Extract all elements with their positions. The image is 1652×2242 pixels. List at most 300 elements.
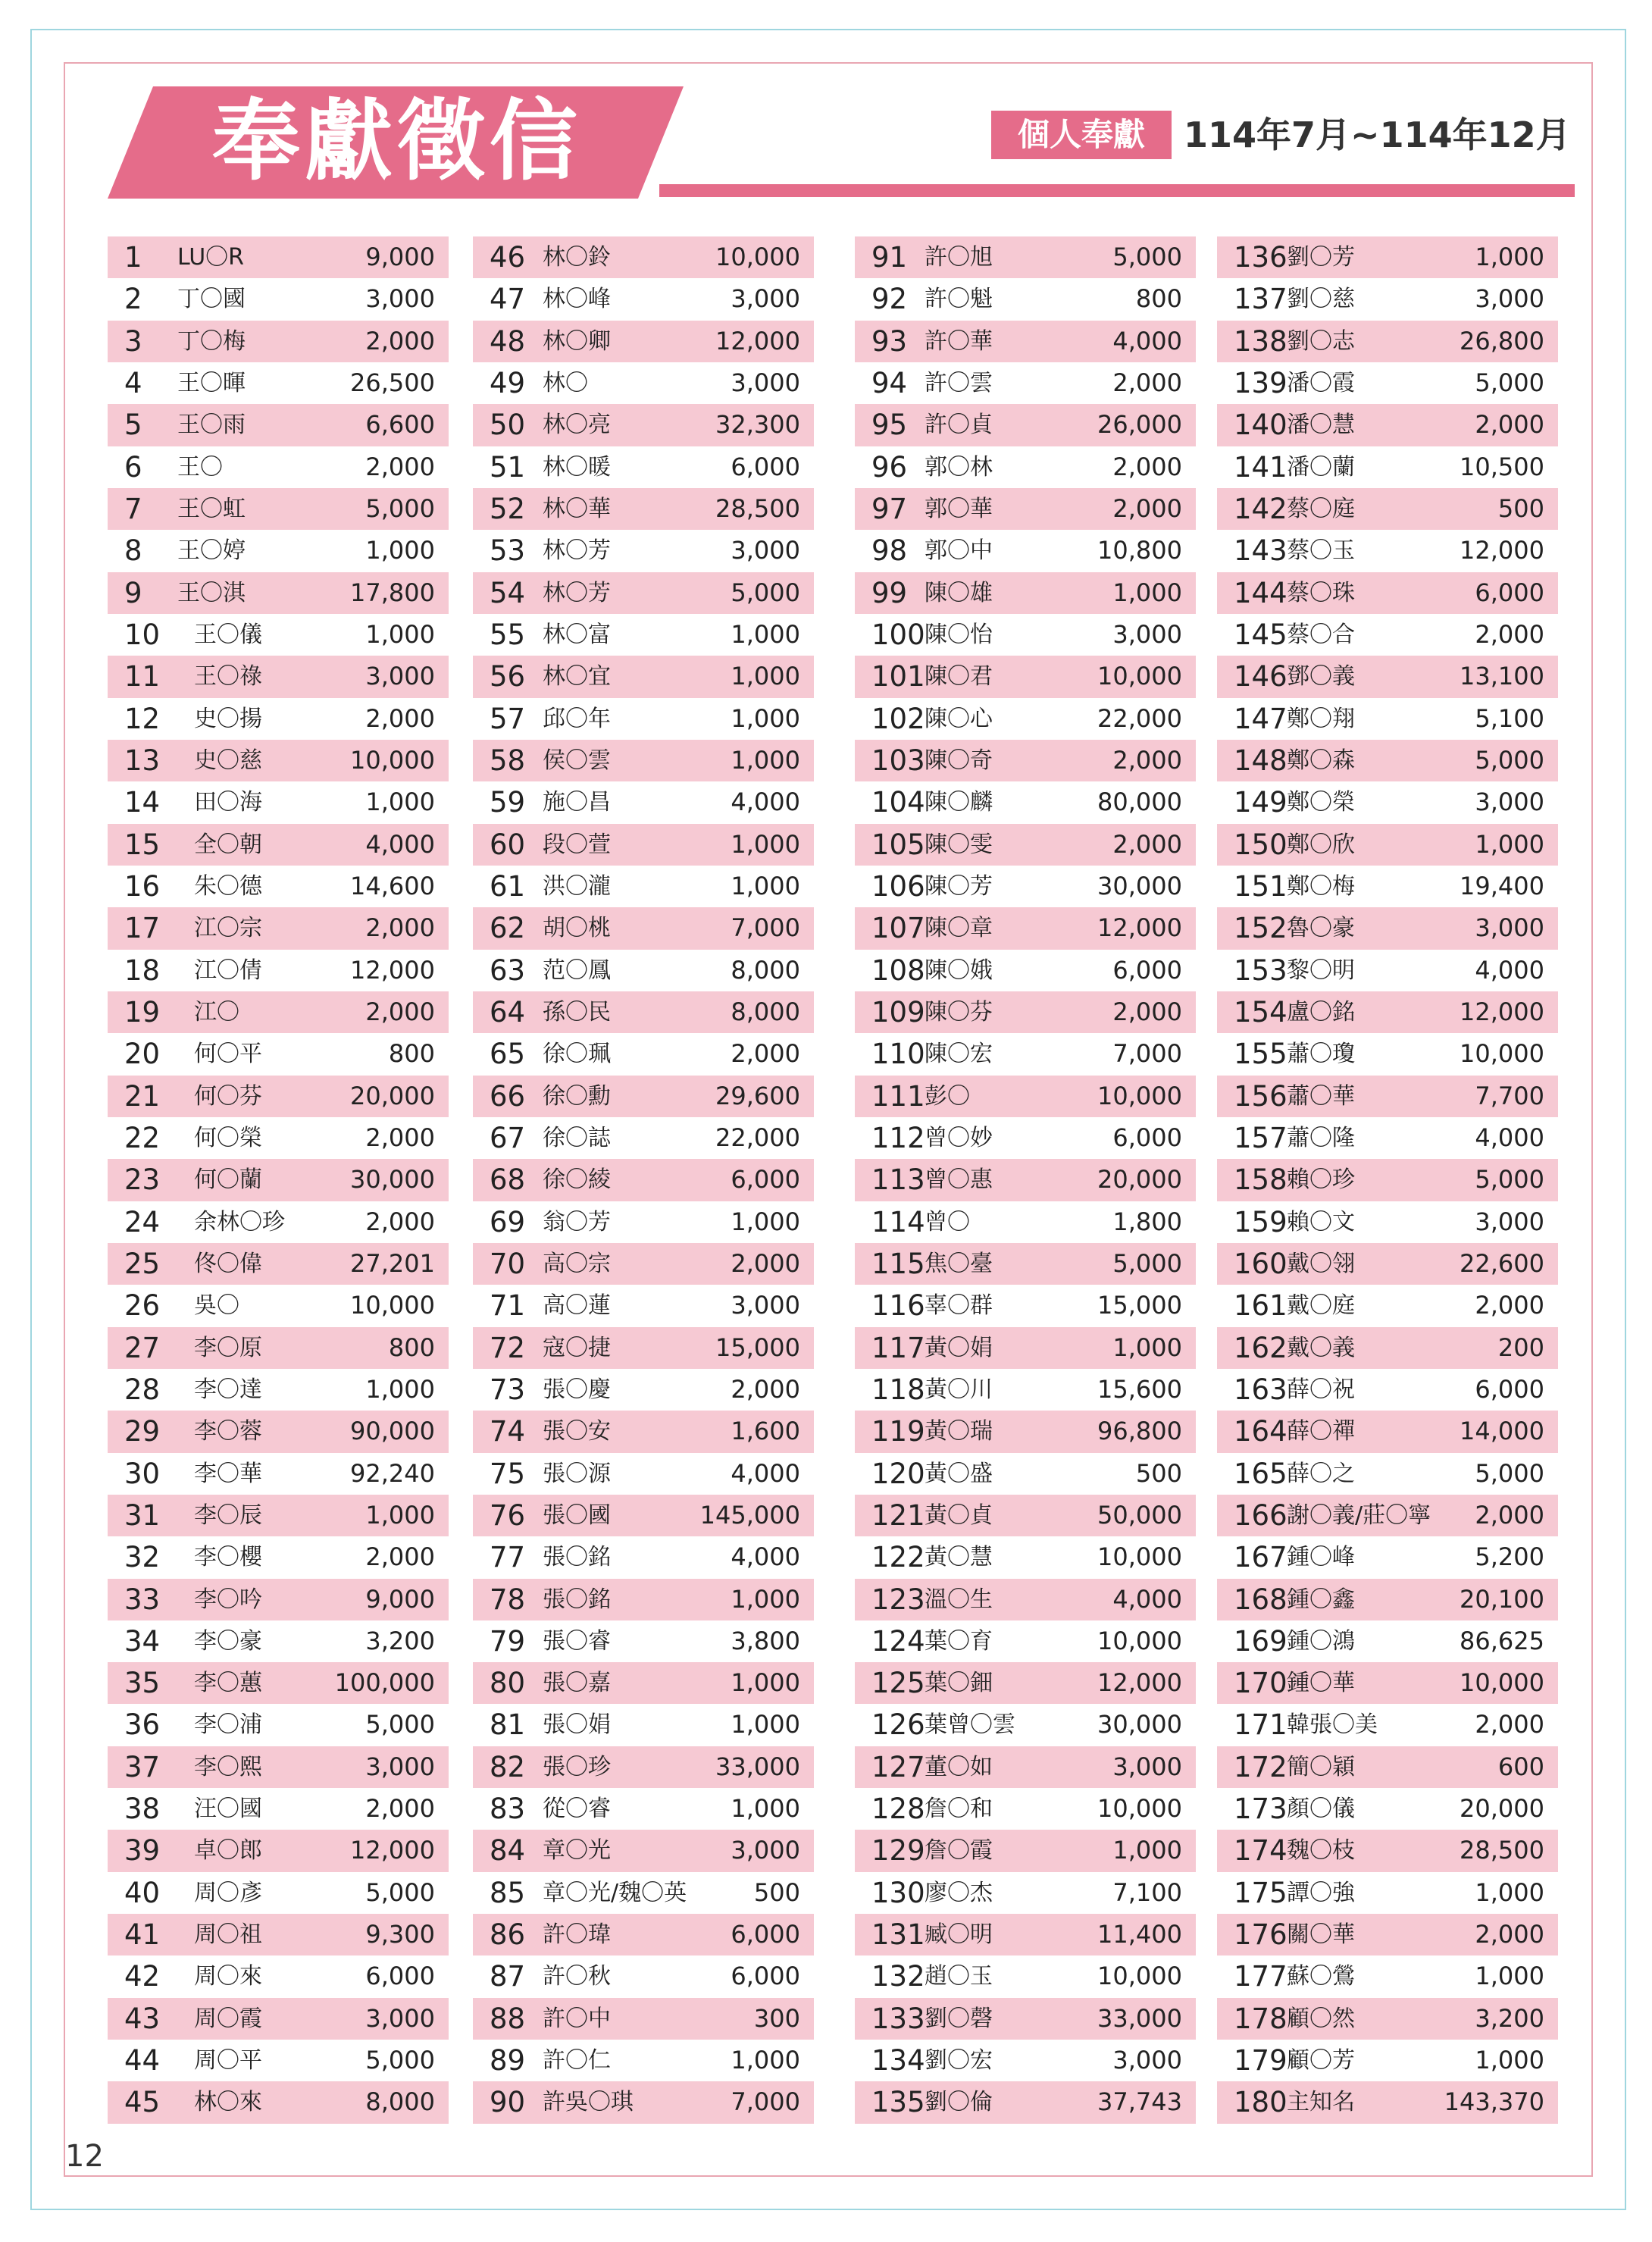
donation-amount: 12,000 bbox=[350, 1836, 435, 1865]
donor-row bbox=[1217, 1285, 1558, 1326]
donation-amount: 12,000 bbox=[1097, 913, 1182, 943]
donor-name: 鄭〇梅 bbox=[1287, 872, 1355, 900]
donor-name: 潘〇霞 bbox=[1287, 369, 1355, 396]
donor-name: 許〇魁 bbox=[925, 286, 993, 313]
donor-name: 郭〇中 bbox=[925, 537, 993, 565]
donor-number: 82 bbox=[490, 1750, 526, 1783]
donor-number: 67 bbox=[490, 1121, 526, 1154]
donation-amount: 200 bbox=[1497, 1332, 1544, 1362]
donor-number: 136 bbox=[1234, 241, 1287, 274]
page-title: 奉獻徵信 bbox=[212, 90, 582, 193]
donor-name: 葉曾〇雲 bbox=[925, 1711, 1015, 1739]
donor-row bbox=[473, 824, 814, 866]
donor-name: 賴〇珍 bbox=[1287, 1166, 1355, 1194]
donor-row bbox=[473, 656, 814, 697]
donor-name: 黃〇慧 bbox=[925, 1544, 993, 1571]
donor-number: 53 bbox=[490, 534, 526, 568]
donor-number: 7 bbox=[124, 492, 142, 525]
donor-row bbox=[1217, 278, 1558, 320]
donor-row bbox=[1217, 572, 1558, 614]
donation-amount: 2,000 bbox=[1112, 829, 1182, 859]
donor-number: 90 bbox=[490, 2086, 526, 2119]
donation-amount: 37,743 bbox=[1097, 2087, 1182, 2117]
donor-row bbox=[473, 1453, 814, 1495]
donor-row bbox=[108, 488, 449, 530]
donor-name: 王〇淇 bbox=[177, 579, 246, 606]
donor-name: 侯〇雲 bbox=[543, 747, 611, 774]
donor-row bbox=[473, 404, 814, 446]
donor-row bbox=[855, 698, 1196, 740]
donor-row bbox=[108, 1285, 449, 1326]
donor-row bbox=[108, 1746, 449, 1788]
donor-name: 劉〇倫 bbox=[925, 2089, 993, 2116]
donation-amount: 3,200 bbox=[365, 1626, 435, 1655]
donor-row bbox=[108, 1117, 449, 1159]
donor-row bbox=[473, 1495, 814, 1536]
donor-row bbox=[1217, 698, 1558, 740]
donor-name: 卓〇郎 bbox=[194, 1837, 262, 1865]
donor-number: 97 bbox=[871, 492, 908, 525]
donor-name: 田〇海 bbox=[194, 789, 262, 816]
donor-number: 104 bbox=[871, 786, 925, 819]
donor-name: 主知名 bbox=[1287, 2089, 1355, 2116]
donor-row bbox=[1217, 1662, 1558, 1704]
donor-name: 張〇銘 bbox=[543, 1586, 611, 1613]
donor-name: 孫〇民 bbox=[543, 998, 611, 1025]
donor-name: 林〇芳 bbox=[543, 579, 611, 606]
donation-amount: 2,000 bbox=[365, 703, 435, 733]
donor-name: 陳〇奇 bbox=[925, 747, 993, 774]
donor-name: 何〇芬 bbox=[194, 1082, 262, 1110]
donor-row bbox=[108, 1955, 449, 1997]
donation-amount: 33,000 bbox=[1097, 2003, 1182, 2033]
donor-number: 159 bbox=[1234, 1205, 1287, 1238]
donor-row bbox=[1217, 1536, 1558, 1578]
donor-row bbox=[473, 1033, 814, 1075]
donor-name: 詹〇和 bbox=[925, 1796, 993, 1823]
donor-row bbox=[1217, 1914, 1558, 1955]
donor-number: 1 bbox=[124, 241, 142, 274]
donor-number: 165 bbox=[1234, 1457, 1287, 1490]
donor-number: 26 bbox=[124, 1289, 161, 1323]
donation-amount: 300 bbox=[753, 2003, 800, 2033]
donor-row bbox=[855, 950, 1196, 991]
donation-amount: 30,000 bbox=[1097, 1710, 1182, 1739]
donor-number: 96 bbox=[871, 450, 908, 484]
donor-name: 何〇蘭 bbox=[194, 1166, 262, 1194]
donor-name: 魏〇枝 bbox=[1287, 1837, 1355, 1865]
donor-row bbox=[855, 1159, 1196, 1201]
donor-name: 段〇萱 bbox=[543, 831, 611, 858]
donor-name: 許〇秋 bbox=[543, 1963, 611, 1990]
donation-amount: 90,000 bbox=[350, 1417, 435, 1446]
donor-number: 169 bbox=[1234, 1624, 1287, 1658]
donation-amount: 3,000 bbox=[1475, 788, 1544, 817]
donation-amount: 3,000 bbox=[1475, 913, 1544, 943]
donation-amount: 800 bbox=[388, 1039, 435, 1069]
donor-number: 40 bbox=[124, 1876, 161, 1909]
donation-amount: 10,000 bbox=[1460, 1668, 1544, 1698]
donor-name: 葉〇鈿 bbox=[925, 1670, 993, 1697]
donation-amount: 4,000 bbox=[731, 1542, 800, 1572]
donor-name: 林〇富 bbox=[543, 621, 611, 648]
donor-number: 108 bbox=[871, 953, 925, 987]
donor-column-3 bbox=[855, 236, 1196, 2124]
donor-name: 林〇 bbox=[543, 369, 588, 396]
donor-row bbox=[108, 991, 449, 1033]
donor-name: 薛〇禪 bbox=[1287, 1418, 1355, 1445]
donor-name: 賴〇文 bbox=[1287, 1208, 1355, 1235]
donor-row bbox=[108, 1453, 449, 1495]
donor-number: 135 bbox=[871, 2086, 925, 2119]
donor-number: 2 bbox=[124, 283, 142, 316]
donor-name: 高〇宗 bbox=[543, 1250, 611, 1277]
donor-row bbox=[473, 1620, 814, 1662]
donor-name: 焦〇臺 bbox=[925, 1250, 993, 1277]
donor-name: 蔡〇珠 bbox=[1287, 579, 1355, 606]
donor-row bbox=[108, 698, 449, 740]
donor-number: 58 bbox=[490, 744, 526, 777]
donor-name: 鄭〇翔 bbox=[1287, 705, 1355, 732]
donation-amount: 2,000 bbox=[365, 326, 435, 355]
donation-amount: 2,000 bbox=[1475, 1710, 1544, 1739]
donor-number: 9 bbox=[124, 576, 142, 609]
donor-name: 劉〇志 bbox=[1287, 327, 1355, 355]
donor-row bbox=[473, 1914, 814, 1955]
donation-amount: 1,000 bbox=[731, 1668, 800, 1698]
donation-amount: 28,500 bbox=[715, 493, 800, 523]
donor-name: 洪〇瀧 bbox=[543, 872, 611, 900]
donor-number: 141 bbox=[1234, 450, 1287, 484]
donor-name: 許〇瑋 bbox=[543, 1921, 611, 1949]
donor-row bbox=[473, 991, 814, 1033]
donor-row bbox=[473, 1830, 814, 1871]
donor-number: 74 bbox=[490, 1415, 526, 1448]
donor-name: 王〇虹 bbox=[177, 495, 246, 522]
donor-name: 鍾〇華 bbox=[1287, 1670, 1355, 1697]
donation-amount: 5,000 bbox=[731, 578, 800, 607]
donation-amount: 3,000 bbox=[1475, 1207, 1544, 1236]
donation-amount: 2,000 bbox=[1112, 452, 1182, 481]
donation-amount: 8,000 bbox=[731, 997, 800, 1026]
donor-number: 32 bbox=[124, 1541, 161, 1574]
donor-row bbox=[108, 1914, 449, 1955]
donor-row bbox=[855, 740, 1196, 781]
donation-amount: 15,600 bbox=[1097, 1374, 1182, 1404]
donation-amount: 6,600 bbox=[365, 410, 435, 440]
donor-row bbox=[855, 404, 1196, 446]
donor-number: 59 bbox=[490, 786, 526, 819]
donor-name: 范〇鳳 bbox=[543, 957, 611, 984]
donation-amount: 1,000 bbox=[731, 662, 800, 691]
donor-name: 許〇旭 bbox=[925, 244, 993, 271]
donation-amount: 7,100 bbox=[1112, 1877, 1182, 1907]
donation-amount: 2,000 bbox=[1112, 368, 1182, 397]
donor-name: 史〇慈 bbox=[194, 747, 262, 774]
donor-name: 辜〇群 bbox=[925, 1292, 993, 1320]
donor-name: 江〇倩 bbox=[194, 957, 262, 984]
donation-amount: 20,100 bbox=[1460, 1584, 1544, 1614]
donor-row bbox=[473, 530, 814, 571]
donor-name: 王〇暉 bbox=[177, 369, 246, 396]
donor-number: 168 bbox=[1234, 1583, 1287, 1616]
donation-amount: 20,000 bbox=[350, 1081, 435, 1110]
donor-number: 146 bbox=[1234, 660, 1287, 694]
donor-number: 24 bbox=[124, 1205, 161, 1238]
donor-name: 顏〇儀 bbox=[1287, 1796, 1355, 1823]
donation-amount: 1,000 bbox=[365, 788, 435, 817]
donor-row bbox=[108, 1620, 449, 1662]
donor-name: 蕭〇隆 bbox=[1287, 1124, 1355, 1151]
donation-amount: 3,000 bbox=[1112, 2046, 1182, 2075]
donor-name: 江〇宗 bbox=[194, 915, 262, 942]
donor-name: 陳〇怡 bbox=[925, 621, 993, 648]
donor-number: 105 bbox=[871, 828, 925, 861]
donor-name: 張〇珍 bbox=[543, 1753, 611, 1780]
donation-amount: 5,000 bbox=[1112, 243, 1182, 271]
donor-number: 63 bbox=[490, 953, 526, 987]
donor-number: 151 bbox=[1234, 869, 1287, 903]
donor-name: 翁〇芳 bbox=[543, 1208, 611, 1235]
donation-amount: 15,000 bbox=[1097, 1291, 1182, 1320]
donor-name: 周〇彥 bbox=[194, 1879, 262, 1906]
donor-name: 張〇源 bbox=[543, 1460, 611, 1487]
donor-number: 124 bbox=[871, 1624, 925, 1658]
donor-name: 曾〇惠 bbox=[925, 1166, 993, 1194]
donation-amount: 9,000 bbox=[365, 243, 435, 271]
donor-name: 李〇豪 bbox=[194, 1627, 262, 1655]
donor-name: 鍾〇峰 bbox=[1287, 1544, 1355, 1571]
donor-row bbox=[473, 1746, 814, 1788]
donor-name: 劉〇磬 bbox=[925, 2005, 993, 2032]
donation-amount: 13,100 bbox=[1460, 662, 1544, 691]
donation-amount: 143,370 bbox=[1444, 2087, 1544, 2117]
donor-name: 關〇華 bbox=[1287, 1921, 1355, 1949]
donation-amount: 5,100 bbox=[1475, 703, 1544, 733]
donor-number: 125 bbox=[871, 1667, 925, 1700]
donor-number: 71 bbox=[490, 1289, 526, 1323]
donor-row bbox=[108, 1998, 449, 2040]
donor-row bbox=[1217, 1369, 1558, 1411]
donation-amount: 80,000 bbox=[1097, 788, 1182, 817]
donation-amount: 4,000 bbox=[365, 829, 435, 859]
donor-row bbox=[108, 362, 449, 404]
donor-name: 黃〇川 bbox=[925, 1376, 993, 1403]
donor-name: 陳〇章 bbox=[925, 915, 993, 942]
donor-row bbox=[108, 1327, 449, 1369]
donor-number: 38 bbox=[124, 1793, 161, 1826]
donor-name: 丁〇國 bbox=[177, 286, 246, 313]
donor-name: 黃〇娟 bbox=[925, 1334, 993, 1361]
donor-number: 170 bbox=[1234, 1667, 1287, 1700]
donor-name: 林〇亮 bbox=[543, 412, 611, 439]
donor-name: 蔡〇庭 bbox=[1287, 495, 1355, 522]
donor-name: 許吳〇琪 bbox=[543, 2089, 634, 2116]
donor-name: 薛〇之 bbox=[1287, 1460, 1355, 1487]
donation-amount: 8,000 bbox=[731, 955, 800, 985]
donor-name: 蔡〇玉 bbox=[1287, 537, 1355, 565]
donor-number: 61 bbox=[490, 869, 526, 903]
donor-name: 林〇宜 bbox=[543, 663, 611, 690]
donation-amount: 2,000 bbox=[365, 913, 435, 943]
donation-amount: 500 bbox=[1497, 493, 1544, 523]
donor-row bbox=[1217, 362, 1558, 404]
donor-row bbox=[108, 824, 449, 866]
donor-number: 173 bbox=[1234, 1793, 1287, 1826]
donor-number: 100 bbox=[871, 618, 925, 651]
donor-number: 19 bbox=[124, 995, 161, 1029]
donor-number: 75 bbox=[490, 1457, 526, 1490]
donor-number: 99 bbox=[871, 576, 908, 609]
donor-number: 163 bbox=[1234, 1373, 1287, 1406]
donor-row bbox=[1217, 404, 1558, 446]
donation-amount: 1,000 bbox=[1112, 578, 1182, 607]
donor-row bbox=[855, 1872, 1196, 1914]
donor-name: 韓張〇美 bbox=[1287, 1711, 1378, 1739]
donor-number: 14 bbox=[124, 786, 161, 819]
donor-number: 84 bbox=[490, 1834, 526, 1868]
donor-number: 20 bbox=[124, 1038, 161, 1071]
donor-number: 70 bbox=[490, 1247, 526, 1280]
donor-name: 臧〇明 bbox=[925, 1921, 993, 1949]
donation-amount: 4,000 bbox=[1112, 1584, 1182, 1614]
donor-row bbox=[473, 362, 814, 404]
donor-name: 張〇娟 bbox=[543, 1711, 611, 1739]
donor-number: 132 bbox=[871, 1960, 925, 1993]
donor-row bbox=[1217, 236, 1558, 278]
donor-number: 60 bbox=[490, 828, 526, 861]
donor-name: 林〇鈴 bbox=[543, 244, 611, 271]
donor-number: 179 bbox=[1234, 2044, 1287, 2078]
donor-number: 140 bbox=[1234, 409, 1287, 442]
donation-amount: 5,000 bbox=[1475, 745, 1544, 775]
donor-row bbox=[1217, 1327, 1558, 1369]
donation-amount: 7,700 bbox=[1475, 1081, 1544, 1110]
donor-row bbox=[855, 1620, 1196, 1662]
donation-amount: 7,000 bbox=[731, 913, 800, 943]
donation-amount: 10,000 bbox=[1097, 1962, 1182, 1991]
donor-number: 81 bbox=[490, 1708, 526, 1742]
donation-amount: 1,000 bbox=[731, 871, 800, 900]
donor-number: 137 bbox=[1234, 283, 1287, 316]
donation-amount: 1,000 bbox=[1112, 1332, 1182, 1362]
donation-amount: 10,000 bbox=[1097, 1794, 1182, 1824]
donor-row bbox=[473, 1704, 814, 1746]
donor-number: 144 bbox=[1234, 576, 1287, 609]
donor-number: 31 bbox=[124, 1498, 161, 1532]
donor-name: 李〇吟 bbox=[194, 1586, 262, 1613]
donation-amount: 10,000 bbox=[350, 1291, 435, 1320]
donor-number: 15 bbox=[124, 828, 161, 861]
donor-number: 162 bbox=[1234, 1331, 1287, 1364]
donor-row bbox=[108, 1243, 449, 1285]
page-number: 12 bbox=[65, 2139, 104, 2174]
donor-number: 18 bbox=[124, 953, 161, 987]
donor-row bbox=[108, 1411, 449, 1452]
donor-name: 曾〇 bbox=[925, 1208, 970, 1235]
donation-amount: 1,000 bbox=[365, 1374, 435, 1404]
donor-row bbox=[473, 1872, 814, 1914]
donor-row bbox=[1217, 1495, 1558, 1536]
donor-number: 133 bbox=[871, 2002, 925, 2035]
donor-row bbox=[1217, 1117, 1558, 1159]
donor-row bbox=[473, 1998, 814, 2040]
donation-amount: 6,000 bbox=[731, 452, 800, 481]
donation-amount: 1,000 bbox=[1475, 829, 1544, 859]
donor-number: 178 bbox=[1234, 2002, 1287, 2035]
donor-row bbox=[1217, 1579, 1558, 1620]
donation-amount: 3,000 bbox=[731, 1836, 800, 1865]
donation-amount: 3,000 bbox=[1112, 619, 1182, 649]
donor-row bbox=[855, 1033, 1196, 1075]
donor-name: 林〇暖 bbox=[543, 453, 611, 481]
donation-amount: 5,000 bbox=[1475, 1458, 1544, 1488]
donation-amount: 1,000 bbox=[731, 745, 800, 775]
donor-name: 王〇儀 bbox=[194, 621, 262, 648]
donor-name: 李〇蕙 bbox=[194, 1670, 262, 1697]
donor-name: 郭〇林 bbox=[925, 453, 993, 481]
donor-row bbox=[1217, 866, 1558, 907]
donation-amount: 5,000 bbox=[1475, 368, 1544, 397]
donation-amount: 4,000 bbox=[731, 788, 800, 817]
donation-amount: 50,000 bbox=[1097, 1500, 1182, 1530]
donor-number: 157 bbox=[1234, 1121, 1287, 1154]
donation-amount: 12,000 bbox=[350, 955, 435, 985]
donor-row bbox=[108, 321, 449, 362]
donor-number: 113 bbox=[871, 1163, 925, 1197]
donor-number: 55 bbox=[490, 618, 526, 651]
donation-amount: 2,000 bbox=[1475, 1920, 1544, 1949]
donor-number: 111 bbox=[871, 1079, 925, 1113]
donor-name: LU〇R bbox=[177, 244, 245, 271]
donor-number: 50 bbox=[490, 409, 526, 442]
donation-amount: 10,500 bbox=[1460, 452, 1544, 481]
donor-name: 周〇平 bbox=[194, 2047, 262, 2074]
donor-number: 91 bbox=[871, 241, 908, 274]
donation-amount: 1,000 bbox=[1475, 2046, 1544, 2075]
donation-amount: 3,000 bbox=[731, 1291, 800, 1320]
donor-row bbox=[108, 278, 449, 320]
donor-number: 72 bbox=[490, 1331, 526, 1364]
donation-amount: 26,500 bbox=[350, 368, 435, 397]
donor-number: 36 bbox=[124, 1708, 161, 1742]
donor-name: 佟〇偉 bbox=[194, 1250, 262, 1277]
donation-amount: 4,000 bbox=[1112, 326, 1182, 355]
donor-name: 李〇熙 bbox=[194, 1753, 262, 1780]
donor-row bbox=[855, 1201, 1196, 1243]
donor-number: 16 bbox=[124, 869, 161, 903]
donor-number: 5 bbox=[124, 409, 142, 442]
donor-row bbox=[855, 1411, 1196, 1452]
donor-row bbox=[1217, 781, 1558, 823]
donor-number: 80 bbox=[490, 1667, 526, 1700]
donor-row bbox=[1217, 824, 1558, 866]
donor-row bbox=[1217, 2081, 1558, 2123]
donor-row bbox=[108, 781, 449, 823]
donor-name: 陳〇君 bbox=[925, 663, 993, 690]
donation-amount: 17,800 bbox=[350, 578, 435, 607]
donor-name: 簡〇穎 bbox=[1287, 1753, 1355, 1780]
donor-name: 李〇櫻 bbox=[194, 1544, 262, 1571]
donation-amount: 5,000 bbox=[365, 2046, 435, 2075]
donor-row bbox=[108, 1579, 449, 1620]
donor-row bbox=[855, 278, 1196, 320]
donor-name: 史〇揚 bbox=[194, 705, 262, 732]
donation-amount: 3,000 bbox=[365, 662, 435, 691]
donor-number: 150 bbox=[1234, 828, 1287, 861]
donor-name: 陳〇芬 bbox=[925, 998, 993, 1025]
donor-number: 17 bbox=[124, 912, 161, 945]
